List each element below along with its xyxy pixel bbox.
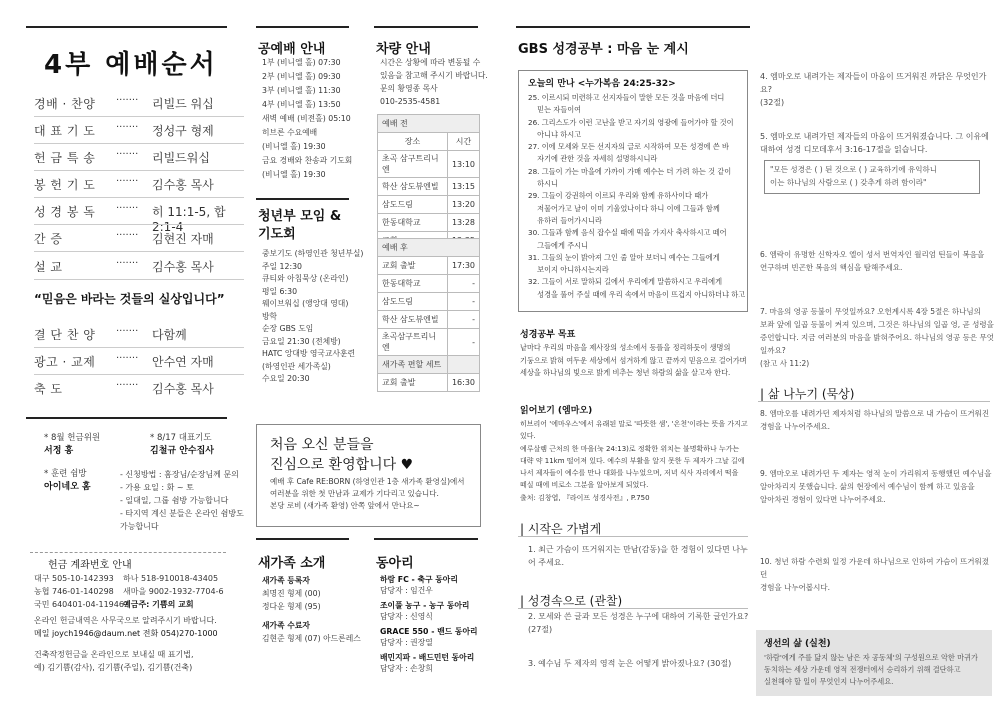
verse-line: 그들에게 주시니 xyxy=(528,240,589,250)
order-row xyxy=(34,203,244,234)
vehicle-before-table: 예배 전 장소 시간 초곡 삼구트리니엔 13:10 학산 삼도뷰엔빌 13:15 삼도드림 13:20 한동대학교 13:28 xyxy=(377,114,480,250)
order-value: 리빌드워십 xyxy=(152,151,210,165)
verse-line: 성경을 풀어 주실 때에 우리 속에서 마음이 뜨겁지 아니하더냐 하고 xyxy=(528,289,746,299)
question-1: 1. 최근 가슴이 뜨거워지는 만남(감동)을 한 경험이 있다면 나누어 주세요. xyxy=(528,545,748,567)
order-dots: ······· xyxy=(116,149,139,160)
vehicle-title: 차량 안내 xyxy=(376,42,431,57)
verse-line: 28. 그들이 가는 마을에 가까이 가매 예수는 더 가려 하는 것 같이 xyxy=(528,166,732,176)
order-row xyxy=(34,230,244,246)
vehicle-row: 초곡삼구트리니엔 - xyxy=(378,329,480,356)
vehicle-row: 학산 삼도뷰엔빌 - xyxy=(378,311,480,329)
verse-line: 보이지 아니하시는지라 xyxy=(528,265,609,275)
passage-verses xyxy=(528,92,746,301)
clubs-list: 하람 FC - 축구 동아리 담당자 : 임건우 조이풀 농구 - 농구 동아리 담당자 : 신영식 GRACE 550 - 밴드 동아리 담당자 : 권장열 배민지파 - 배드민턴 동아리 담당자 : 손창희 xyxy=(380,575,478,673)
question-5: 5. 엠마오로 내려가던 제자들의 마음이 뜨거워졌습니다. 그 이유에 대하여 성경 디모데후서 3:16-17절을 읽습니다. xyxy=(760,132,989,154)
order-dots: ······· xyxy=(116,258,139,269)
vehicle-row: 교회 출발 17:30 xyxy=(378,257,480,275)
order-value: 안수연 자매 xyxy=(152,355,214,369)
sermon-title: “믿음은 바라는 것들의 실상입니다” xyxy=(34,292,225,306)
order-value: 다함께 xyxy=(152,328,187,342)
clubs-title: 동아리 xyxy=(376,556,414,571)
quote-text: "모든 성경은 ( ) 된 것으로 ( ) 교육하기에 유익하니 이는 하나님의 사람으로 ( ) 갖추게 하려 함이라" xyxy=(770,165,938,187)
notice-aug-offering: * 8월 헌금위원 서정 홍 xyxy=(44,433,101,456)
notice-rest-details: - 신청방법 : 홈장님/순장님께 문의 - 가용 요일 : 화 ~ 토 - 일대일, 그룹 쉼방 가능합니다 - 타지역 계신 분들은 온라인 쉼방도 가능합니다 xyxy=(120,470,244,531)
account-title: 헌금 계좌번호 안내 xyxy=(46,556,134,571)
order-dots: ······· xyxy=(116,353,139,364)
order-dots: ······· xyxy=(116,122,139,133)
question-9: 9. 엠마오로 내려가던 두 제자는 영적 눈이 가리워져 동행했던 예수님을 알아차리지 못했습니다. 삶의 현장에서 예수님이 함께 하고 있음을 알아차린 경험이 있다면 나누어주세요. xyxy=(760,469,992,504)
vehicle-row: 한동대학교 13:28 xyxy=(378,214,480,232)
goal-text: 낱마다 우리의 마음을 제사장의 성소에서 동플을 정리하듯이 생명의 기둥으로 밝혀 여두운 세상에서 섬겨하게 않고 끝까지 믿음으로 걸어가며 세상을 하나님의 빛으로 밝게 비추는 청년 하람의 삶을 살고자 한다. xyxy=(520,343,747,377)
youth-title: 청년부 모임 & 기도회 xyxy=(258,209,342,242)
vehicle-row: 교회 출발 16:30 xyxy=(378,374,480,392)
order-dots: ······· xyxy=(116,230,139,241)
order-label: 축 도 xyxy=(34,382,63,396)
order-row xyxy=(34,122,244,138)
question-2: 2. 모세와 쓴 글과 모든 성경은 누구에 대하여 기록한 글인가요? (27절) xyxy=(528,612,749,634)
vehicle-row: 학산 삼도뷰엔빌 13:15 xyxy=(378,178,480,196)
order-value: 리빌드 워십 xyxy=(152,97,214,111)
order-dots: ······· xyxy=(116,326,139,337)
read-text: 히브리어 '에마우스'에서 유래된 말로 '따뜻한 샘', '온천'이라는 뜻을 가지고 있다. 예루살렘 근처의 한 마을(눅 24:13)로 정확한 위치는 불명확하나 누가는 대략 약 11km 떨어져 있다. 예수의 부활을 알지 못한 두 제자가 그날 길에 나서 제자들이 예수를 만나 대화를 나누었으며, 저녁 식사 자리에서 떡을 떼실 때에 비로소 그분을 알아보게 되었다. 출처: 김창엽, 『라이프 성경사전』, P.750 xyxy=(520,420,748,502)
apply-text: '하람'에게 주를 닮지 않는 남은 자 공동체'의 구성원으로 악한 마귀가 동치하는 세상 가운데 영적 전쟁터에서 승리하기 위해 결단하고 실천해야 할 일이 무엇인지 나누어주세요. xyxy=(764,653,978,686)
services-title: 공예배 안내 xyxy=(258,42,326,57)
order-value: 김수홍 목사 xyxy=(152,178,214,192)
order-row xyxy=(34,258,244,274)
question-10: 10. 청년 하람 수련회 일정 가운데 하나님으로 인하여 가슴이 뜨거워졌던 경험을 나누어봅시다. xyxy=(760,557,989,592)
order-dots: ······· xyxy=(116,176,139,187)
order-row xyxy=(34,353,244,369)
account-list-2: 하나 518-910018-43405 새마을 9002-1932-7704-6 예금주: 기쁨의 교회 xyxy=(123,574,224,609)
order-label: 결 단 찬 양 xyxy=(34,328,96,342)
vehicle-desc: 시간은 상황에 따라 변동될 수 있음을 참고해 주시기 바랍니다. 문의 황영종 목사 010-2535-4581 xyxy=(380,58,488,106)
verse-line: 자기에 관한 것을 자세히 설명하시니라 xyxy=(528,154,658,164)
verse-line: 25. 이르시되 미련하고 선지자들이 말한 모든 것을 마음에 더디 xyxy=(528,93,725,102)
verse-line: 유하러 들어가시니라 xyxy=(528,215,602,225)
order-row xyxy=(34,176,244,192)
order-value: 히 11:1-5, 합 2:1-4 xyxy=(152,205,226,234)
order-label: 광고 · 교제 xyxy=(34,355,96,369)
question-8: 8. 엠마오를 내려가던 제자처럼 하나님의 말씀으로 내 가슴이 뜨거워진 경험을 나누어주세요. xyxy=(760,409,990,431)
verse-line: 하시니 xyxy=(528,179,558,189)
vehicle-after-table: 예배 후 교회 출발 17:30 한동대학교 - 삼도드림 - 학산 삼도뷰엔빌 - 초곡삼구트리니엔 - 새가족 편할 세트 교회 출발 16:30 xyxy=(377,238,480,392)
services-list: 1부 (비니엘 홀) 07:30 2부 (비니엘 홀) 09:30 3부 (비니엘 홀) 11:30 4부 (비니엘 홀) 13:50 새벽 예배 (비전홀) 05:10 히브론 수요예배 (비니엘 홀) 19:30 금요 경배와 찬송과 기도회 (비니엘 홀) 19:30 xyxy=(262,58,353,179)
order-row xyxy=(34,326,244,342)
verse-line: 30. 그들과 함께 음식 잡수실 때에 떡을 가지사 축사하시고 떼어 xyxy=(528,228,727,238)
question-3: 3. 예수님 두 제자의 영적 눈은 어떻게 밝아졌나요? (30절) xyxy=(528,659,732,668)
goal-title: 성경공부 목표 xyxy=(520,330,576,340)
verse-line: 27. 이에 모세와 모든 선지자의 글로 시작하여 모든 성경에 쓴 바 xyxy=(528,142,729,152)
question-7: 7. 마음의 영공 등불이 무엇일까요? 오헌계시록 4장 5절은 하나님의 보좌 앞에 일곱 등불이 켜져 있으며, 그것은 하나님의 일곱 영, 곧 성령을 증언합니다. 지금 여러분의 마음을 밝혀주어요. 하나님의 영공 등은 무엇일까요? (참고 사 11:2) xyxy=(760,307,994,368)
order-dots: ······· xyxy=(116,380,139,391)
order-title: 4부 예배순서 xyxy=(44,50,218,80)
order-label: 경배 · 찬양 xyxy=(34,97,96,111)
question-6: 6. 엠락이 유명한 신학자오 엘이 성서 번역자인 월리엄 틴들이 복음을 연구하며 빈곤한 복음의 핵심을 탐해주세요. xyxy=(760,250,985,272)
newfamily-title: 새가족 소개 xyxy=(258,556,326,571)
order-label: 헌 금 특 송 xyxy=(34,151,96,165)
vehicle-row: 삼도드림 - xyxy=(378,293,480,311)
order-label: 설 교 xyxy=(34,260,63,274)
passage-title: 오늘의 만나 <누가복음 24:25-32> xyxy=(528,79,676,89)
vehicle-row: 새가족 편할 세트 xyxy=(378,356,480,374)
order-row xyxy=(34,380,244,396)
vehicle-row: 초곡 삼구트리니엔 13:10 xyxy=(378,151,480,178)
verse-line: 저물어가고 날이 이미 기울었나이다 하니 이에 그들과 함께 xyxy=(528,203,720,213)
verse-line: 29. 그들이 강권하여 이르되 우리와 함께 유하사이다 때가 xyxy=(528,191,709,201)
notice-aug17-prayer: * 8/17 대표기도 김철규 안수집사 xyxy=(150,433,214,456)
notice-rest: * 훈련 쉼방 아이네오 홈 xyxy=(44,469,91,492)
vehicle-row: 삼도드림 13:20 xyxy=(378,196,480,214)
question-4: 4. 엠마오로 내려가는 제자들이 마음이 뜨거워진 까닭은 무엇인가요? (32절) xyxy=(760,72,987,107)
order-label: 대 표 기 도 xyxy=(34,124,96,138)
life-title: | 삶 나누기 (묵상) xyxy=(760,387,855,401)
order-label: 간 증 xyxy=(34,232,63,246)
welcome-line2: 진심으로 환영합니다 ♥ xyxy=(270,457,414,473)
order-label: 봉 헌 기 도 xyxy=(34,178,96,192)
verse-line: 32. 그들이 서로 말하되 길에서 우리에게 말씀하시고 우리에게 xyxy=(528,277,723,287)
vehicle-row: 한동대학교 - xyxy=(378,275,480,293)
account-list-1: 대구 505-10-142393 농협 746-01-140298 국민 640401-04-119462 xyxy=(34,574,130,609)
order-row xyxy=(34,149,244,165)
order-row xyxy=(34,95,244,111)
order-value: 김현진 자매 xyxy=(152,232,214,246)
order-dots: ······· xyxy=(116,95,139,106)
verse-line: 아니냐 하시고 xyxy=(528,129,582,139)
verse-line: 믿는 자들이여 xyxy=(528,105,582,115)
welcome-line1: 처음 오신 분들을 xyxy=(270,437,374,453)
apply-title: 생선의 삶 (실천) xyxy=(764,639,831,649)
account-online: 온라인 헌금내역은 사무국으로 알려주시기 바랍니다. 메일 joych1946@daum.net 전화 054)270-1000 xyxy=(34,616,218,638)
newfamily-list: 새가족 등록자 최명진 형제 (00) 정다운 형제 (95) 새가족 수료자 김현준 형제 (07) 아드론레스 xyxy=(262,576,361,643)
verse-line: 26. 그리스도가 이런 고난을 받고 자기의 영광에 들어가야 할 것이 xyxy=(528,117,734,127)
read-title: 읽어보기 (엠마오) xyxy=(520,406,593,416)
gbs-title: GBS 성경공부 : 마음 눈 계시 xyxy=(518,42,689,57)
order-label: 성 경 봉 독 xyxy=(34,205,96,219)
youth-list: 중보기도 (하영인관 청년부실) 주일 12:30 큐티와 아침묵상 (온라인) 평일 6:30 웨이브워십 (앵앙대 영대) 방학 순장 GBS 도임 금요일 21:30 (전체방) HATC 앙대방 영국교사훈련 (하영인관 세가족실) 수요일 20:30 xyxy=(262,249,364,383)
into-title: | 성경속으로 (관찰) xyxy=(520,594,623,608)
start-title: | 시작은 가볍게 xyxy=(520,522,602,536)
welcome-desc: 예배 후 Cafe RE:BORN (하영인관 1층 새가족 환영실)에서 여러분을 위한 첫 만남과 교제가 기다리고 있습니다. 본당 로비 (새가족 환영) 안쪽 앞에서 만나요~ xyxy=(270,477,465,510)
order-value: 김수홍 목사 xyxy=(152,382,214,396)
order-value: 정성구 형제 xyxy=(152,124,214,138)
order-dots: ······· xyxy=(116,203,139,214)
order-value: 김수홍 목사 xyxy=(152,260,214,274)
verse-line: 31. 그들의 눈이 밝아져 그인 줄 알아 보더니 예수는 그들에게 xyxy=(528,252,720,262)
account-note: 건축작정헌금을 온라인으로 보내실 때 표기법, 예) 김기쁨(감사), 김기쁨(주일), 김기쁨(건축) xyxy=(34,650,194,672)
